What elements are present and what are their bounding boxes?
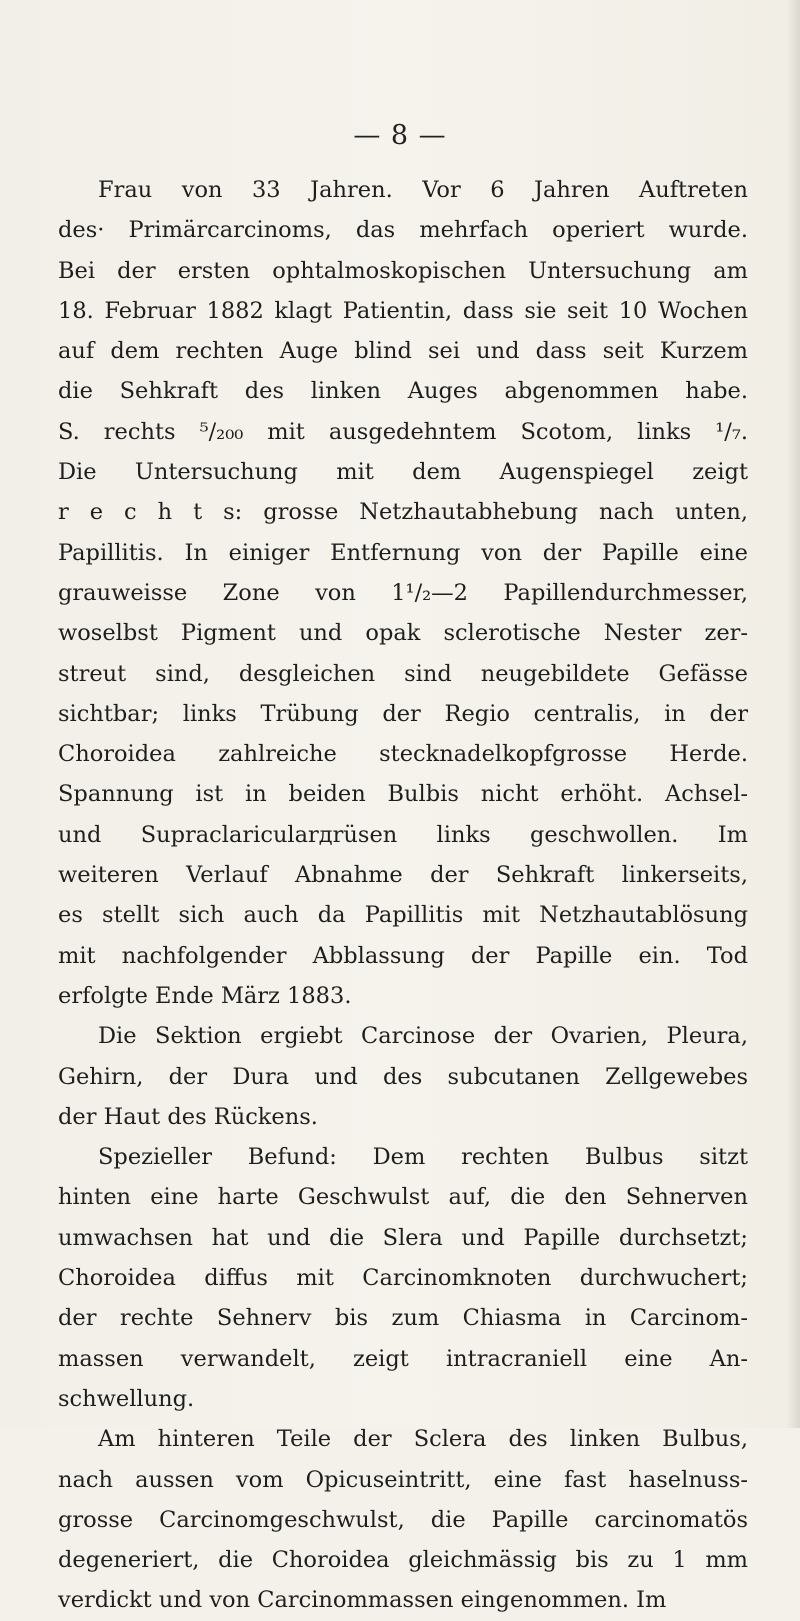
text-line: S. rechts ⁵/₂₀₀ mit ausgedehntem Scotom, links ¹/₇.	[58, 418, 748, 445]
text-line: Die Untersuchung mit dem Augenspiegel zeigt	[58, 459, 748, 486]
paragraph	[58, 1419, 748, 1620]
text-line: Choroidea zahlreiche stecknadelkopfgrosse Herde.	[58, 741, 748, 768]
text-line: Spannung ist in beiden Bulbis nicht erhöht. Achsel-	[58, 781, 748, 808]
text-line: streut sind, desgleichen sind neugebildete Gefässe	[58, 660, 748, 687]
text-line: Bei der ersten ophtalmoskopischen Untersuchung am	[58, 257, 748, 284]
text-line: Gehirn, der Dura und des subcutanen Zellgewebes	[58, 1063, 748, 1090]
text-line: und Supraclaricularдrüsen links geschwollen. Im	[58, 821, 748, 848]
text-line: es stellt sich auch da Papillitis mit Netzhautablösung	[58, 902, 748, 929]
page-edge-shadow	[786, 0, 800, 1428]
page-number: — 8 —	[353, 120, 447, 151]
text-line: degeneriert, die Choroidea gleichmässig bis zu 1 mm	[58, 1547, 748, 1574]
paragraph	[58, 1016, 748, 1137]
paragraph	[58, 170, 748, 1016]
text-line: schwellung.	[58, 1385, 195, 1412]
text-line: erfolgte Ende März 1883.	[58, 982, 352, 1009]
text-line: des· Primärcarcinoms, das mehrfach operiert wurde.	[58, 217, 748, 244]
body-text	[58, 170, 748, 1621]
text-line: grosse Carcinomgeschwulst, die Papille carcinomatös	[58, 1506, 748, 1533]
text-line: Die Sektion ergiebt Carcinose der Ovarien, Pleura,	[98, 1023, 748, 1050]
text-line: weiteren Verlauf Abnahme der Sehkraft linkerseits,	[58, 862, 748, 889]
paragraph	[58, 1137, 748, 1419]
text-line: r e c h t s: grosse Netzhautabhebung nach unten,	[58, 499, 748, 526]
text-line: Choroidea diffus mit Carcinomknoten durchwuchert;	[58, 1265, 748, 1292]
text-line: der Haut des Rückens.	[58, 1103, 318, 1130]
text-line: massen verwandelt, zeigt intracraniell eine An-	[58, 1345, 748, 1372]
text-line: umwachsen hat und die Slera und Papille durchsetzt;	[58, 1224, 748, 1251]
text-line: nach aussen vom Opicuseintritt, eine fast haselnuss-	[58, 1466, 748, 1493]
text-line: sichtbar; links Trübung der Regio centralis, in der	[58, 700, 748, 727]
text-line: verdickt und von Carcinommassen eingenommen. Im	[58, 1587, 667, 1614]
text-line: woselbst Pigment und opak sclerotische Nester zer-	[58, 620, 748, 647]
text-line: Papillitis. In einiger Entfernung von der Papille eine	[58, 539, 748, 566]
text-line: auf dem rechten Auge blind sei und dass seit Kurzem	[58, 338, 748, 365]
text-line: hinten eine harte Geschwulst auf, die den Sehnerven	[58, 1184, 748, 1211]
text-line: grauweisse Zone von 1¹/₂—2 Papillendurchmesser,	[58, 579, 748, 606]
text-line: mit nachfolgender Abblassung der Papille ein. Tod	[58, 942, 748, 969]
text-line: Am hinteren Teile der Sclera des linken Bulbus,	[98, 1426, 748, 1453]
text-line: Frau von 33 Jahren. Vor 6 Jahren Auftreten	[98, 177, 748, 203]
text-line: die Sehkraft des linken Auges abgenommen habe.	[58, 378, 748, 405]
text-line: der rechte Sehnerv bis zum Chiasma in Carcinom-	[58, 1305, 748, 1332]
text-line: Spezieller Befund: Dem rechten Bulbus sitzt	[98, 1144, 748, 1171]
text-line: 18. Februar 1882 klagt Patientin, dass sie seit 10 Wochen	[58, 297, 748, 324]
